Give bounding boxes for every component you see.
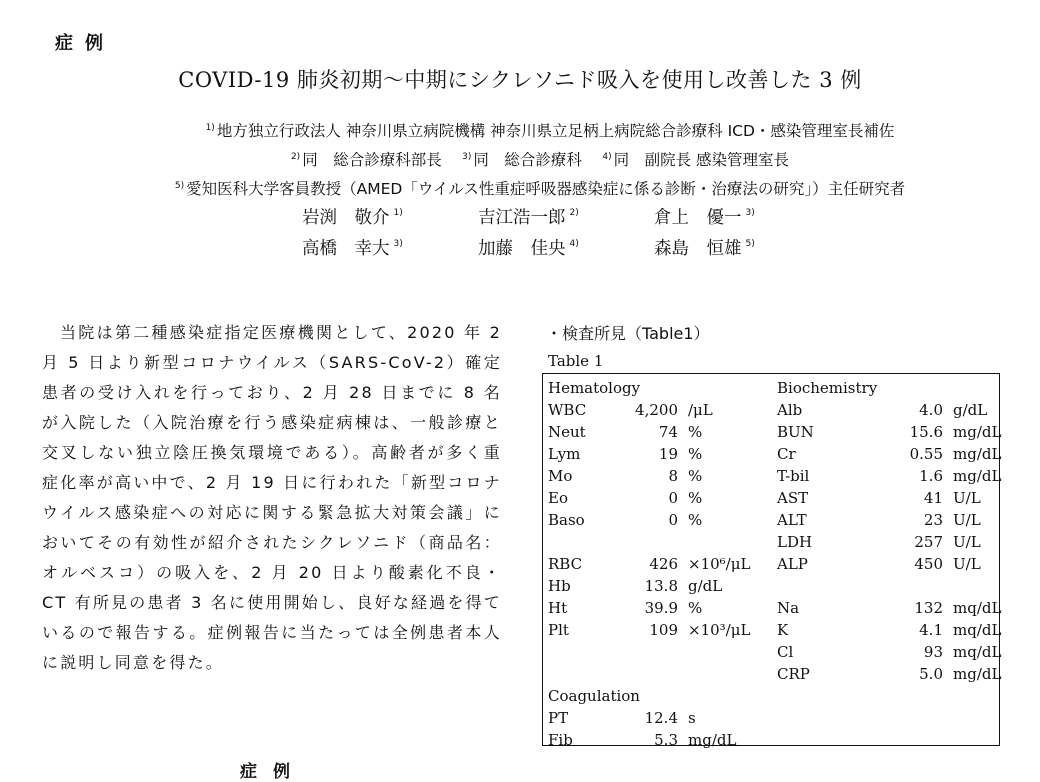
lab-value: 1.6 bbox=[919, 467, 943, 485]
coagulation-title: Coagulation bbox=[548, 687, 640, 705]
lab-name: CRP bbox=[777, 665, 810, 683]
lab-name: Eo bbox=[548, 489, 568, 507]
affiliation-text: 同 総合診療科部長 bbox=[302, 151, 442, 169]
lab-value: 4.1 bbox=[919, 621, 943, 639]
lab-unit: mg/dL bbox=[953, 423, 1002, 441]
lab-value: 23 bbox=[923, 511, 943, 529]
lab-value: 19 bbox=[658, 445, 678, 463]
lab-value: 13.8 bbox=[644, 577, 678, 595]
lab-name: Hb bbox=[548, 577, 571, 595]
lab-unit: mg/dL bbox=[953, 467, 1002, 485]
lab-unit: mq/dL bbox=[953, 621, 1002, 639]
lab-value: 426 bbox=[649, 555, 678, 573]
lab-value: 257 bbox=[914, 533, 943, 551]
lab-value: 4,200 bbox=[635, 401, 678, 419]
lab-name: LDH bbox=[777, 533, 813, 551]
affiliation-mark: 5) bbox=[174, 181, 185, 191]
lab-value: 12.4 bbox=[644, 709, 678, 727]
lab-unit: % bbox=[688, 445, 703, 463]
author-row-1 bbox=[302, 204, 755, 229]
lab-name: Fib bbox=[548, 731, 573, 749]
author: 高橋 幸大 $^{3)}$ bbox=[302, 239, 403, 259]
article-title: COVID-19 肺炎初期～中期にシクレソニド吸入を使用し改善した 3 例 bbox=[178, 68, 862, 92]
lab-name: Lym bbox=[548, 445, 581, 463]
lab-value: 5.3 bbox=[654, 731, 678, 749]
lab-name: PT bbox=[548, 709, 569, 727]
lab-value: 450 bbox=[914, 555, 943, 573]
lab-name: Ht bbox=[548, 599, 568, 617]
lab-unit: mg/dL bbox=[953, 445, 1002, 463]
lab-name: AST bbox=[777, 489, 809, 507]
lab-results-table bbox=[542, 373, 1002, 749]
lab-unit: % bbox=[688, 467, 703, 485]
lab-unit: mq/dL bbox=[953, 599, 1002, 617]
lab-name: ALP bbox=[777, 555, 808, 573]
lab-value bbox=[857, 575, 943, 597]
author: 吉江浩一郎 $^{2)}$ bbox=[478, 208, 579, 228]
lab-name: Cl bbox=[777, 643, 794, 661]
table-caption: Table 1 bbox=[548, 352, 604, 370]
lab-unit: U/L bbox=[953, 489, 981, 507]
lab-name: Mo bbox=[548, 467, 573, 485]
lab-value: 0 bbox=[668, 489, 678, 507]
affiliation-text: 同 総合診療科 bbox=[473, 151, 582, 169]
author: 森島 恒雄 $^{5)}$ bbox=[654, 239, 755, 259]
lab-unit: % bbox=[688, 599, 703, 617]
lab-value: 15.6 bbox=[909, 423, 943, 441]
biochemistry-title: Biochemistry bbox=[777, 379, 878, 397]
section-label: 症例 bbox=[55, 33, 115, 54]
findings-label: ・検査所見（Table1） bbox=[546, 324, 710, 343]
case-heading: 症例 bbox=[240, 762, 306, 782]
lab-value: 8 bbox=[668, 467, 678, 485]
lab-value: 93 bbox=[923, 643, 943, 661]
affiliation-line-2 bbox=[20, 147, 1040, 170]
lab-unit: U/L bbox=[953, 533, 981, 551]
affiliation-line-3 bbox=[20, 176, 1040, 199]
lab-value: 41 bbox=[923, 489, 943, 507]
intro-paragraph: 当院は第二種感染症指定医療機関として、2020 年 2 月 5 日より新型コロナウイルス（SARS-CoV-2）確定患者の受け入れを行っており、2 月 28 日までに 8 名が入院した（入院治療を行う感染症病棟は、一般診療と交叉しない独立陰圧換気環境である）。高齢者が多く重症化率が高い中で、2 月 19 日に行われた「新型コロナウイルス感染症への対応に関する緊急拡大対策会議」においてその有効性が紹介されたシクレソニド（商品名：オルベスコ）の吸入を、2 月 20 日より酸素化不良・CT 有所見の患者 3 名に使用開始し、良好な経過を得ているので報告する。症例報告に当たっては全例患者本人に説明し同意を得た。 bbox=[42, 323, 502, 672]
lab-name: BUN bbox=[777, 423, 814, 441]
lab-value: 0 bbox=[668, 511, 678, 529]
affiliation-text: 同 副院長 感染管理室長 bbox=[613, 151, 790, 169]
lab-name: Baso bbox=[548, 511, 585, 529]
lab-unit: ×10³/μL bbox=[688, 621, 751, 639]
lab-unit: g/dL bbox=[688, 577, 723, 595]
lab-name: Plt bbox=[548, 621, 569, 639]
lab-name: Na bbox=[777, 599, 800, 617]
lab-name: Cr bbox=[777, 445, 796, 463]
lab-name: Alb bbox=[777, 401, 803, 419]
author: 倉上 優一 $^{3)}$ bbox=[654, 208, 755, 228]
lab-unit: % bbox=[688, 511, 703, 529]
affiliation-mark: 3) bbox=[462, 152, 472, 162]
lab-name: RBC bbox=[548, 555, 583, 573]
lab-name: WBC bbox=[548, 401, 587, 419]
lab-name: K bbox=[777, 621, 789, 639]
hematology-title: Hematology bbox=[548, 379, 641, 397]
affiliation-mark: 2) bbox=[290, 152, 301, 162]
lab-unit: s bbox=[688, 709, 696, 727]
lab-unit: % bbox=[688, 423, 703, 441]
affiliation-line-1 bbox=[50, 118, 1040, 141]
lab-value: 4.0 bbox=[919, 401, 943, 419]
lab-unit: % bbox=[688, 489, 703, 507]
affiliation-text: 愛知医科大学客員教授（AMED「ウイルス性重症呼吸器感染症に係る診断・治療法の研究」）主任研究者 bbox=[186, 180, 906, 198]
lab-unit: U/L bbox=[953, 511, 981, 529]
lab-unit: mg/dL bbox=[688, 731, 737, 749]
lab-name: ALT bbox=[777, 511, 807, 529]
lab-unit: ×10⁶/μL bbox=[688, 555, 751, 573]
lab-value: 5.0 bbox=[919, 665, 943, 683]
lab-name: T-bil bbox=[777, 467, 810, 485]
author: 岩渕 敬介 $^{1)}$ bbox=[302, 208, 403, 228]
lab-unit: /μL bbox=[688, 401, 713, 419]
lab-unit: mg/dL bbox=[953, 665, 1002, 683]
lab-value: 39.9 bbox=[644, 599, 678, 617]
lab-value: 74 bbox=[658, 423, 678, 441]
lab-name: Neut bbox=[548, 423, 586, 441]
author: 加藤 佳央 $^{4)}$ bbox=[478, 239, 579, 259]
lab-unit: g/dL bbox=[953, 401, 988, 419]
lab-value bbox=[598, 531, 678, 553]
affiliation-mark: 1) bbox=[205, 123, 215, 133]
affiliation-text: 地方独立行政法人 神奈川県立病院機構 神奈川県立足柄上病院総合診療科 ICD・感染管理室長補佐 bbox=[216, 122, 895, 140]
lab-value: 0.55 bbox=[909, 445, 943, 463]
lab-value: 132 bbox=[914, 599, 943, 617]
lab-unit: U/L bbox=[953, 555, 981, 573]
affiliation-mark: 4) bbox=[602, 152, 612, 162]
lab-value: 109 bbox=[649, 621, 678, 639]
author-row-2 bbox=[302, 235, 755, 260]
lab-unit: mq/dL bbox=[953, 643, 1002, 661]
